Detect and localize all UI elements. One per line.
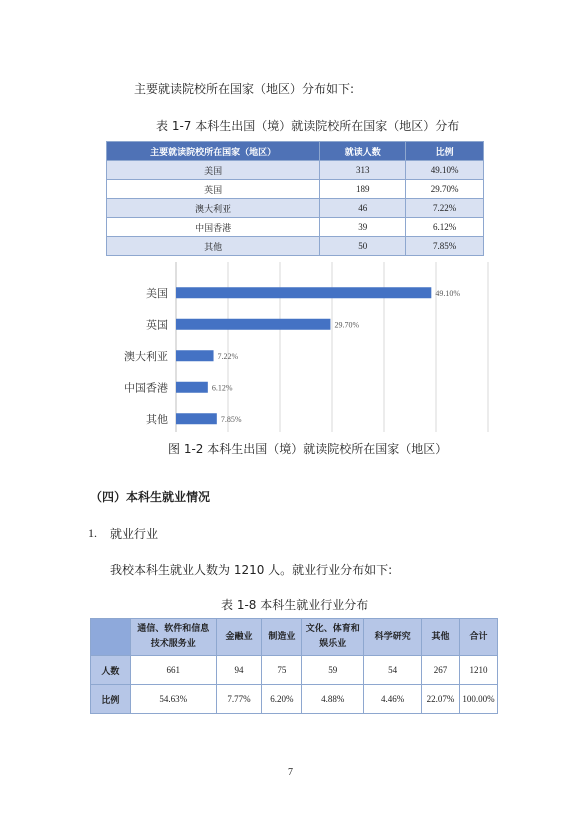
count-cell: 1210 — [459, 656, 497, 685]
count-cell: 75 — [262, 656, 302, 685]
header-count: 就读人数 — [320, 142, 406, 161]
item-title: 就业行业 — [110, 527, 159, 541]
ratio-row — [91, 685, 498, 714]
chart-bar — [176, 287, 431, 298]
country-cell: 澳大利亚 — [107, 199, 320, 218]
count-cell: 50 — [320, 237, 406, 256]
count-cell: 94 — [216, 656, 262, 685]
table-row — [107, 161, 484, 180]
table-1-8-caption: 表 1-8 本科生就业行业分布 — [221, 598, 369, 612]
header-total: 合计 — [459, 619, 497, 656]
chart-category-label: 澳大利亚 — [124, 349, 168, 363]
item-number: 1. — [88, 526, 97, 540]
chart-category-label: 中国香港 — [124, 381, 168, 395]
header-line: 通信、软件和信息 — [137, 624, 210, 634]
count-cell: 661 — [130, 656, 216, 685]
count-cell: 46 — [320, 199, 406, 218]
table-header-row — [91, 619, 498, 656]
destination-table — [106, 141, 484, 256]
country-cell: 其他 — [107, 237, 320, 256]
ratio-cell: 4.88% — [302, 685, 364, 714]
count-cell: 267 — [422, 656, 460, 685]
count-row — [91, 656, 498, 685]
header-line: 文化、体育和 — [305, 624, 360, 634]
count-cell: 54 — [364, 656, 422, 685]
row-label-count: 人数 — [91, 656, 131, 685]
count-cell: 39 — [320, 218, 406, 237]
table-row — [107, 199, 484, 218]
table-row — [107, 180, 484, 199]
row-label-ratio: 比例 — [91, 685, 131, 714]
ratio-cell: 7.77% — [216, 685, 262, 714]
chart-category-label: 英国 — [146, 318, 168, 332]
corner-cell — [91, 619, 131, 656]
chart-bar — [176, 350, 214, 361]
count-cell: 313 — [320, 161, 406, 180]
page-number: 7 — [288, 767, 293, 778]
ratio-cell: 7.85% — [406, 237, 484, 256]
chart-bars — [176, 287, 431, 424]
ratio-cell: 6.20% — [262, 685, 302, 714]
header-line: 技术服务业 — [150, 639, 196, 649]
header-line: 娱乐业 — [319, 639, 347, 649]
chart-value-label: 7.85% — [220, 414, 242, 424]
header-country: 主要就读院校所在国家（地区） — [107, 142, 320, 161]
header-industry — [302, 619, 364, 656]
chart-bar — [176, 382, 208, 393]
header-ratio: 比例 — [406, 142, 484, 161]
header-industry: 科学研究 — [364, 619, 422, 656]
chart-bar — [176, 413, 217, 424]
employment-paragraph: 我校本科生就业人数为 1210 人。就业行业分布如下: — [110, 563, 393, 577]
ratio-cell: 6.12% — [406, 218, 484, 237]
table-header-row — [107, 142, 484, 161]
ratio-cell: 7.22% — [406, 199, 484, 218]
header-industry — [130, 619, 216, 656]
chart-value-label: 6.12% — [211, 383, 233, 393]
count-cell: 189 — [320, 180, 406, 199]
table-1-7-caption: 表 1-7 本科生出国（境）就读院校所在国家（地区）分布 — [156, 119, 460, 133]
table-row — [107, 218, 484, 237]
header-industry: 金融业 — [216, 619, 262, 656]
ratio-cell: 100.00% — [459, 685, 497, 714]
country-cell: 美国 — [107, 161, 320, 180]
figure-caption: 图 1-2 本科生出国（境）就读院校所在国家（地区） — [168, 442, 448, 456]
chart-category-label: 美国 — [146, 286, 168, 300]
chart-value-label: 7.22% — [217, 351, 239, 361]
intro-paragraph: 主要就读院校所在国家（地区）分布如下: — [134, 82, 355, 96]
chart-value-labels — [212, 289, 460, 424]
country-cell: 中国香港 — [107, 218, 320, 237]
count-cell: 59 — [302, 656, 364, 685]
header-industry: 制造业 — [262, 619, 302, 656]
chart-value-label: 29.70% — [334, 320, 360, 330]
header-industry: 其他 — [422, 619, 460, 656]
chart-category-label: 其他 — [146, 412, 168, 426]
section-title: （四）本科生就业情况 — [90, 490, 211, 504]
ratio-cell: 49.10% — [406, 161, 484, 180]
table-row — [107, 237, 484, 256]
ratio-cell: 4.46% — [364, 685, 422, 714]
destination-bar-chart — [0, 262, 583, 432]
country-cell: 英国 — [107, 180, 320, 199]
ratio-cell: 54.63% — [130, 685, 216, 714]
chart-bar — [176, 319, 330, 330]
chart-category-labels — [124, 287, 168, 426]
industry-table — [90, 618, 498, 714]
ratio-cell: 22.07% — [422, 685, 460, 714]
chart-value-label: 49.10% — [435, 288, 460, 298]
ratio-cell: 29.70% — [406, 180, 484, 199]
